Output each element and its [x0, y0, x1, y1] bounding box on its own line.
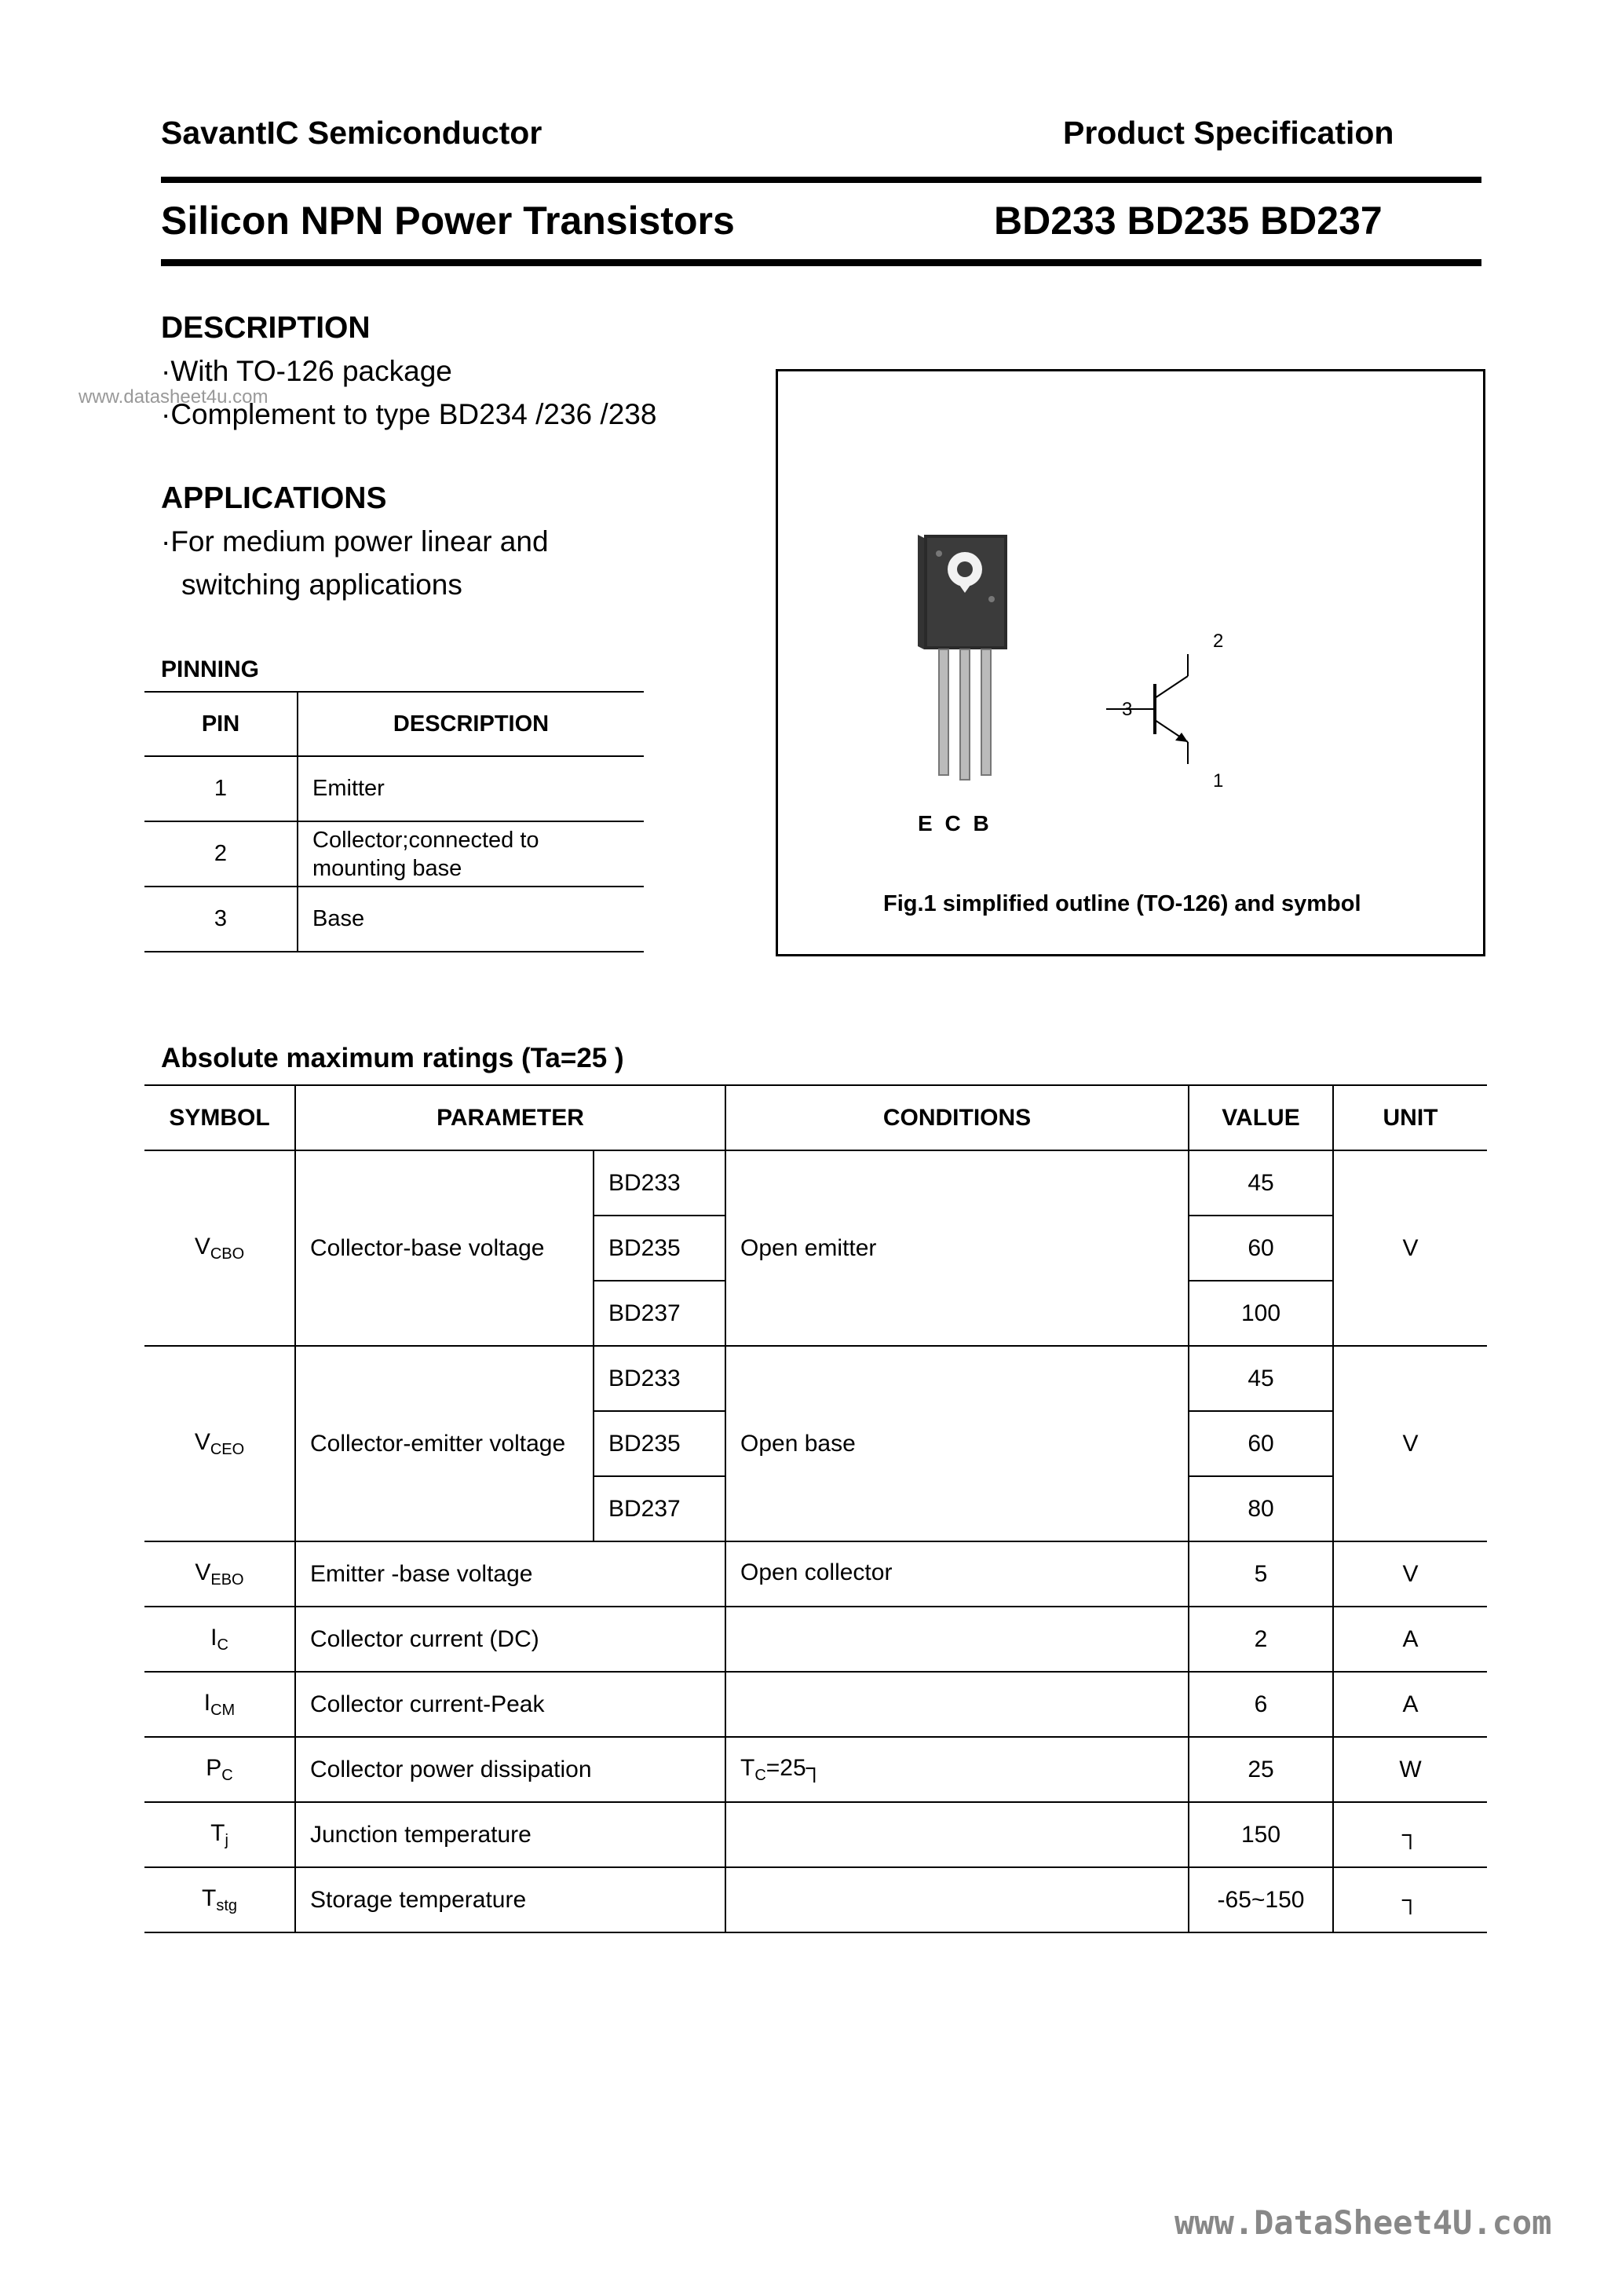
symbol-cell: $V_{CBO}$: [144, 1150, 295, 1346]
unit-cell: A: [1333, 1607, 1487, 1672]
conditions-cell: Open base: [725, 1346, 1189, 1541]
part-cell: BD233: [594, 1150, 725, 1216]
unit-col-header: UNIT: [1333, 1085, 1487, 1150]
table-row: [144, 756, 644, 821]
symbol-cell: $T_{stg}$: [144, 1867, 295, 1932]
title-rule: [161, 259, 1481, 266]
page-title: Silicon NPN Power Transistors: [161, 199, 735, 243]
value-cell: 45: [1189, 1346, 1333, 1411]
unit-cell: ┐: [1333, 1802, 1487, 1867]
pinning-heading: PINNING: [161, 656, 260, 682]
symbol-cell: $P_C$: [144, 1737, 295, 1802]
value-cell: 5: [1189, 1541, 1333, 1607]
symbol-cell: $T_j$: [144, 1802, 295, 1867]
pin-description: Collector;connected to mounting base: [298, 821, 644, 887]
table-row: [144, 821, 644, 887]
applications-line: switching applications: [181, 569, 462, 601]
table-row: [144, 1346, 1487, 1411]
pinning-table: [144, 691, 644, 952]
part-cell: BD235: [594, 1216, 725, 1281]
pin-col-header: PIN: [144, 692, 298, 756]
value-cell: 2: [1189, 1607, 1333, 1672]
unit-cell: W: [1333, 1737, 1487, 1802]
unit-cell: ┐: [1333, 1867, 1487, 1932]
part-cell: BD237: [594, 1281, 725, 1346]
symbol-cell: $I_{CM}$: [144, 1672, 295, 1737]
value-cell: 6: [1189, 1672, 1333, 1737]
table-row: [144, 1802, 1487, 1867]
conditions-cell: [725, 1802, 1189, 1867]
value-cell: 80: [1189, 1476, 1333, 1541]
parameter-cell: Collector power dissipation: [295, 1737, 725, 1802]
symbol-cell: $V_{EBO}$: [144, 1541, 295, 1607]
unit-cell: A: [1333, 1672, 1487, 1737]
parameter-cell: Collector-base voltage: [295, 1150, 594, 1346]
table-row: [144, 1672, 1487, 1737]
unit-cell: V: [1333, 1150, 1487, 1346]
table-row: [144, 1150, 1487, 1216]
figure-caption: Fig.1 simplified outline (TO-126) and symbol: [883, 891, 1361, 916]
value-cell: 25: [1189, 1737, 1333, 1802]
value-cell: 100: [1189, 1281, 1333, 1346]
parameter-cell: Storage temperature: [295, 1867, 725, 1932]
pin-number: 1: [144, 756, 298, 821]
value-col-header: VALUE: [1189, 1085, 1333, 1150]
value-cell: 60: [1189, 1411, 1333, 1476]
parameter-cell: Collector current (DC): [295, 1607, 725, 1672]
parameter-col-header: PARAMETER: [295, 1085, 725, 1150]
parameter-cell: Junction temperature: [295, 1802, 725, 1867]
figure-box: [776, 369, 1485, 956]
value-cell: 150: [1189, 1802, 1333, 1867]
applications-line: ·For medium power linear and: [161, 525, 549, 558]
parameter-cell: Collector current-Peak: [295, 1672, 725, 1737]
parameter-cell: Collector-emitter voltage: [295, 1346, 594, 1541]
collector-pin-label: 2: [1213, 631, 1224, 652]
pin-order-label: E C B: [918, 811, 992, 835]
pin-description: Emitter: [298, 756, 644, 821]
symbol-col-header: SYMBOL: [144, 1085, 295, 1150]
value-cell: -65~150: [1189, 1867, 1333, 1932]
part-cell: BD237: [594, 1476, 725, 1541]
part-cell: BD235: [594, 1411, 725, 1476]
unit-cell: V: [1333, 1541, 1487, 1607]
table-row: [144, 1737, 1487, 1802]
value-cell: 60: [1189, 1216, 1333, 1281]
part-numbers: BD233 BD235 BD237: [994, 199, 1383, 243]
conditions-cell: Open collector: [725, 1541, 1189, 1607]
watermark-top: www.datasheet4u.com: [79, 386, 269, 408]
description-line: ·Complement to type BD234 /236 /238: [161, 398, 657, 430]
table-row: [144, 887, 644, 952]
ratings-heading: Absolute maximum ratings (Ta=25 ): [161, 1043, 624, 1073]
emitter-pin-label: 1: [1213, 770, 1224, 792]
part-cell: BD233: [594, 1346, 725, 1411]
pin-number: 2: [144, 821, 298, 887]
footer-watermark: www.DataSheet4U.com: [1174, 2203, 1552, 2242]
table-row: [144, 1607, 1487, 1672]
company-name: SavantIC Semiconductor: [161, 115, 542, 151]
conditions-cell: $T_C=25┐$: [725, 1737, 1189, 1802]
applications-heading: APPLICATIONS: [161, 481, 387, 515]
pin-description: Base: [298, 887, 644, 952]
description-line: ·With TO-126 package: [161, 355, 452, 387]
conditions-cell: [725, 1867, 1189, 1932]
pin-number: 3: [144, 887, 298, 952]
table-row: [144, 1867, 1487, 1932]
ratings-table: [144, 1084, 1487, 1933]
conditions-col-header: CONDITIONS: [725, 1085, 1189, 1150]
pin-desc-col-header: DESCRIPTION: [298, 692, 644, 756]
conditions-cell: [725, 1607, 1189, 1672]
base-pin-label: 3: [1122, 699, 1133, 720]
conditions-cell: Open emitter: [725, 1150, 1189, 1346]
header-rule: [161, 177, 1481, 183]
unit-cell: V: [1333, 1346, 1487, 1541]
conditions-cell: [725, 1672, 1189, 1737]
symbol-cell: $V_{CEO}$: [144, 1346, 295, 1541]
doc-type: Product Specification: [1063, 115, 1394, 151]
parameter-cell: Emitter -base voltage: [295, 1541, 725, 1607]
package-image: [778, 371, 1483, 954]
table-row: [144, 1541, 1487, 1607]
symbol-cell: $I_C$: [144, 1607, 295, 1672]
description-heading: DESCRIPTION: [161, 311, 371, 345]
value-cell: 45: [1189, 1150, 1333, 1216]
